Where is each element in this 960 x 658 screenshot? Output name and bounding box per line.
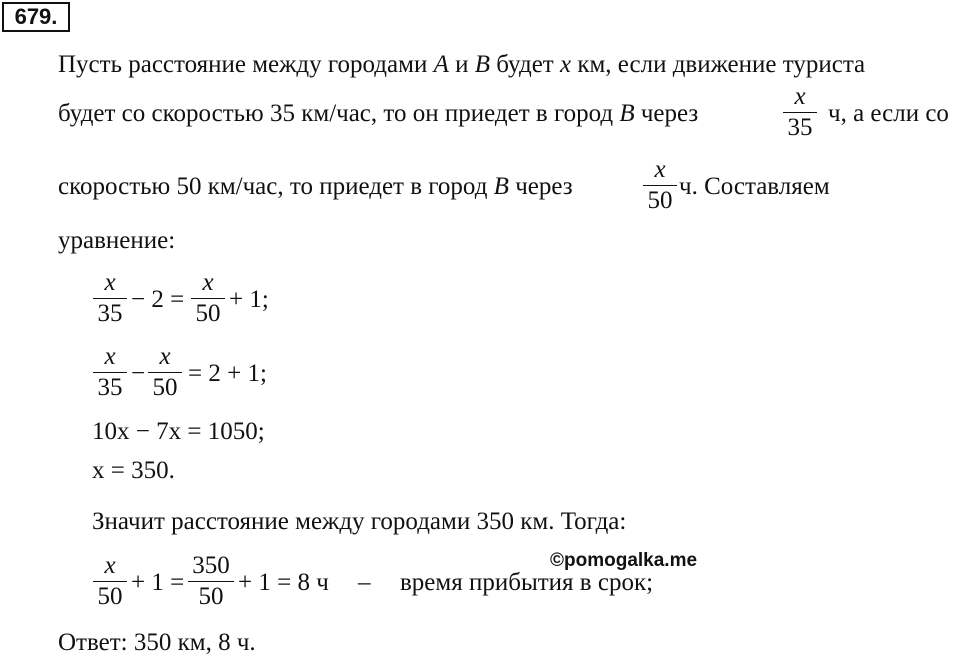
variable-a: A (433, 51, 449, 78)
fraction-bar (148, 372, 182, 373)
watermark: ©pomogalka.me (550, 550, 698, 571)
text-segment: будет (490, 51, 560, 78)
variable-b: B (619, 100, 635, 127)
numerator: x (202, 269, 214, 296)
variable-b: B (474, 51, 491, 78)
fraction-x-50 (93, 553, 127, 610)
equation-3: 10x − 7x = 1050; (92, 418, 265, 445)
equation-2-minus: − (131, 360, 146, 387)
fraction-x-35 (93, 270, 127, 327)
equation-2-end: = 2 + 1; (188, 360, 267, 387)
final-middle-1: + 1 = (131, 569, 185, 596)
text-segment: Пусть расстояние между городами (58, 51, 434, 78)
numerator: x (104, 343, 116, 370)
numerator: x (104, 552, 116, 579)
numerator: x (794, 83, 806, 110)
equation-1-middle: − 2 = (131, 286, 185, 313)
fraction-350-50 (188, 553, 234, 610)
fraction-bar (643, 185, 677, 186)
fraction-x-50 (148, 344, 182, 401)
problem-number: 679. (2, 2, 70, 32)
denominator: 50 (152, 374, 178, 401)
denominator: 50 (647, 187, 673, 214)
fraction-bar (93, 298, 127, 299)
text-segment: скоростью 50 км/час, то приедет в город (58, 173, 494, 200)
fraction-bar (93, 581, 127, 582)
text-segment: и (448, 51, 475, 78)
fraction-bar (783, 112, 817, 113)
variable-b: B (493, 173, 509, 200)
text-segment: будет со скоростью 35 км/час, то он приедет в город (58, 100, 620, 127)
text-segment: км, если движение туриста (571, 51, 866, 78)
text-segment: через (634, 100, 699, 127)
paragraph-line-2-end: ч, а если со (828, 100, 949, 127)
denominator: 35 (787, 114, 813, 141)
equation-1-end: + 1; (229, 286, 269, 313)
denominator: 35 (97, 300, 123, 327)
fraction-x-35 (93, 344, 127, 401)
final-text: время прибытия в срок; (400, 569, 654, 596)
denominator: 50 (198, 583, 224, 610)
paragraph-line-4: уравнение: (58, 227, 176, 254)
denominator: 50 (195, 300, 221, 327)
fraction-bar (93, 372, 127, 373)
fraction-bar (191, 298, 225, 299)
numerator: x (654, 156, 666, 183)
paragraph-line-2 (58, 101, 698, 126)
fraction-bar (188, 581, 234, 582)
answer-text: Ответ: 350 км, 8 ч. (58, 629, 256, 656)
denominator: 50 (97, 583, 123, 610)
conclusion-text: Значит расстояние между городами 350 км. Тогда: (92, 508, 627, 535)
paragraph-line-1 (58, 52, 865, 77)
text-segment: через (508, 173, 573, 200)
numerator: 350 (192, 552, 230, 579)
final-dash: – (358, 569, 371, 596)
fraction-x-50 (191, 270, 225, 327)
final-middle-2: + 1 = 8 ч (238, 569, 329, 596)
numerator: x (104, 269, 116, 296)
denominator: 35 (97, 374, 123, 401)
paragraph-line-3-end: ч. Составляем (679, 173, 830, 200)
fraction-x-35 (783, 84, 817, 141)
variable-x: x (559, 51, 572, 78)
numerator: x (159, 343, 171, 370)
equation-4: x = 350. (92, 457, 175, 484)
paragraph-line-3 (58, 174, 573, 199)
fraction-x-50 (643, 157, 677, 214)
